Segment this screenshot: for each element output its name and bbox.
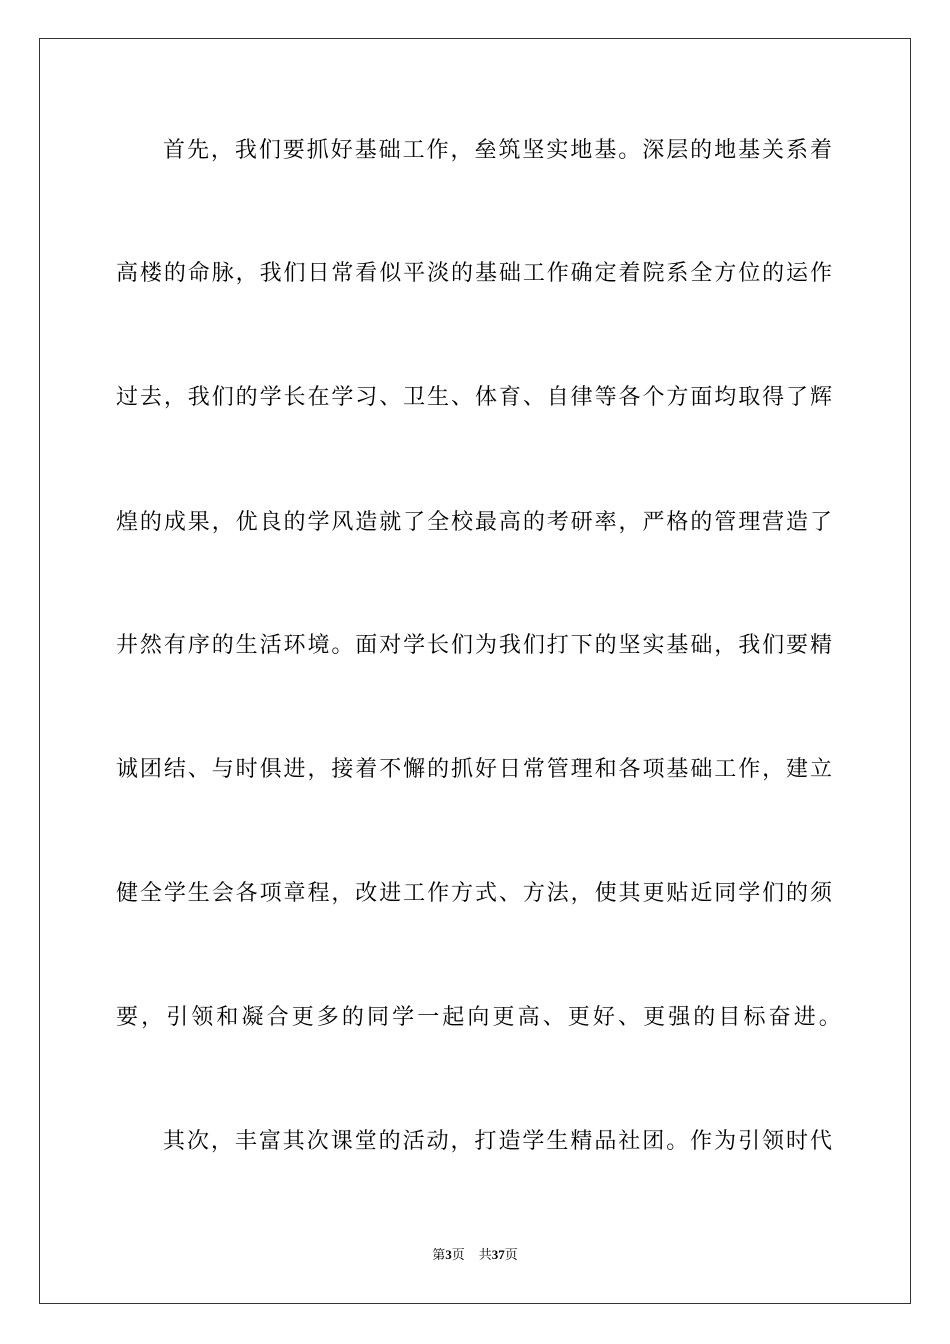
paragraph-1-line-5: 井然有序的生活环境。面对学长们为我们打下的坚实基础，我们要精 (116, 633, 832, 658)
page-footer (0, 1245, 950, 1266)
paragraph-1-line-3: 过去，我们的学长在学习、卫生、体育、自律等各个方面均取得了辉 (116, 385, 832, 410)
footer-total-unit: 页 (504, 1248, 518, 1263)
paragraph-1-line-1: 首先，我们要抓好基础工作，垒筑坚实地基。深层的地基关系着 (163, 138, 832, 163)
page-frame (39, 38, 911, 1304)
paragraph-2-line-1: 其次，丰富其次课堂的活动，打造学生精品社团。作为引领时代 (163, 1129, 832, 1154)
footer-current-page: 3 (445, 1247, 452, 1262)
footer-prefix: 第 (432, 1248, 446, 1263)
paragraph-1-line-7: 健全学生会各项章程，改进工作方式、方法，使其更贴近同学们的须 (116, 881, 832, 906)
footer-page-unit: 页 (451, 1248, 465, 1263)
paragraph-1-line-6: 诚团结、与时俱进，接着不懈的抓好日常管理和各项基础工作，建立 (116, 757, 832, 782)
footer-total-pages: 37 (491, 1247, 505, 1262)
paragraph-1-line-4: 煌的成果，优良的学风造就了全校最高的考研率，严格的管理营造了 (116, 510, 832, 535)
paragraph-1-line-8: 要，引领和凝合更多的同学一起向更高、更好、更强的目标奋进。 (116, 1005, 844, 1030)
footer-total-prefix: 共 (478, 1248, 492, 1263)
paragraph-1-line-2: 高楼的命脉，我们日常看似平淡的基础工作确定着院系全方位的运作 (116, 261, 832, 286)
